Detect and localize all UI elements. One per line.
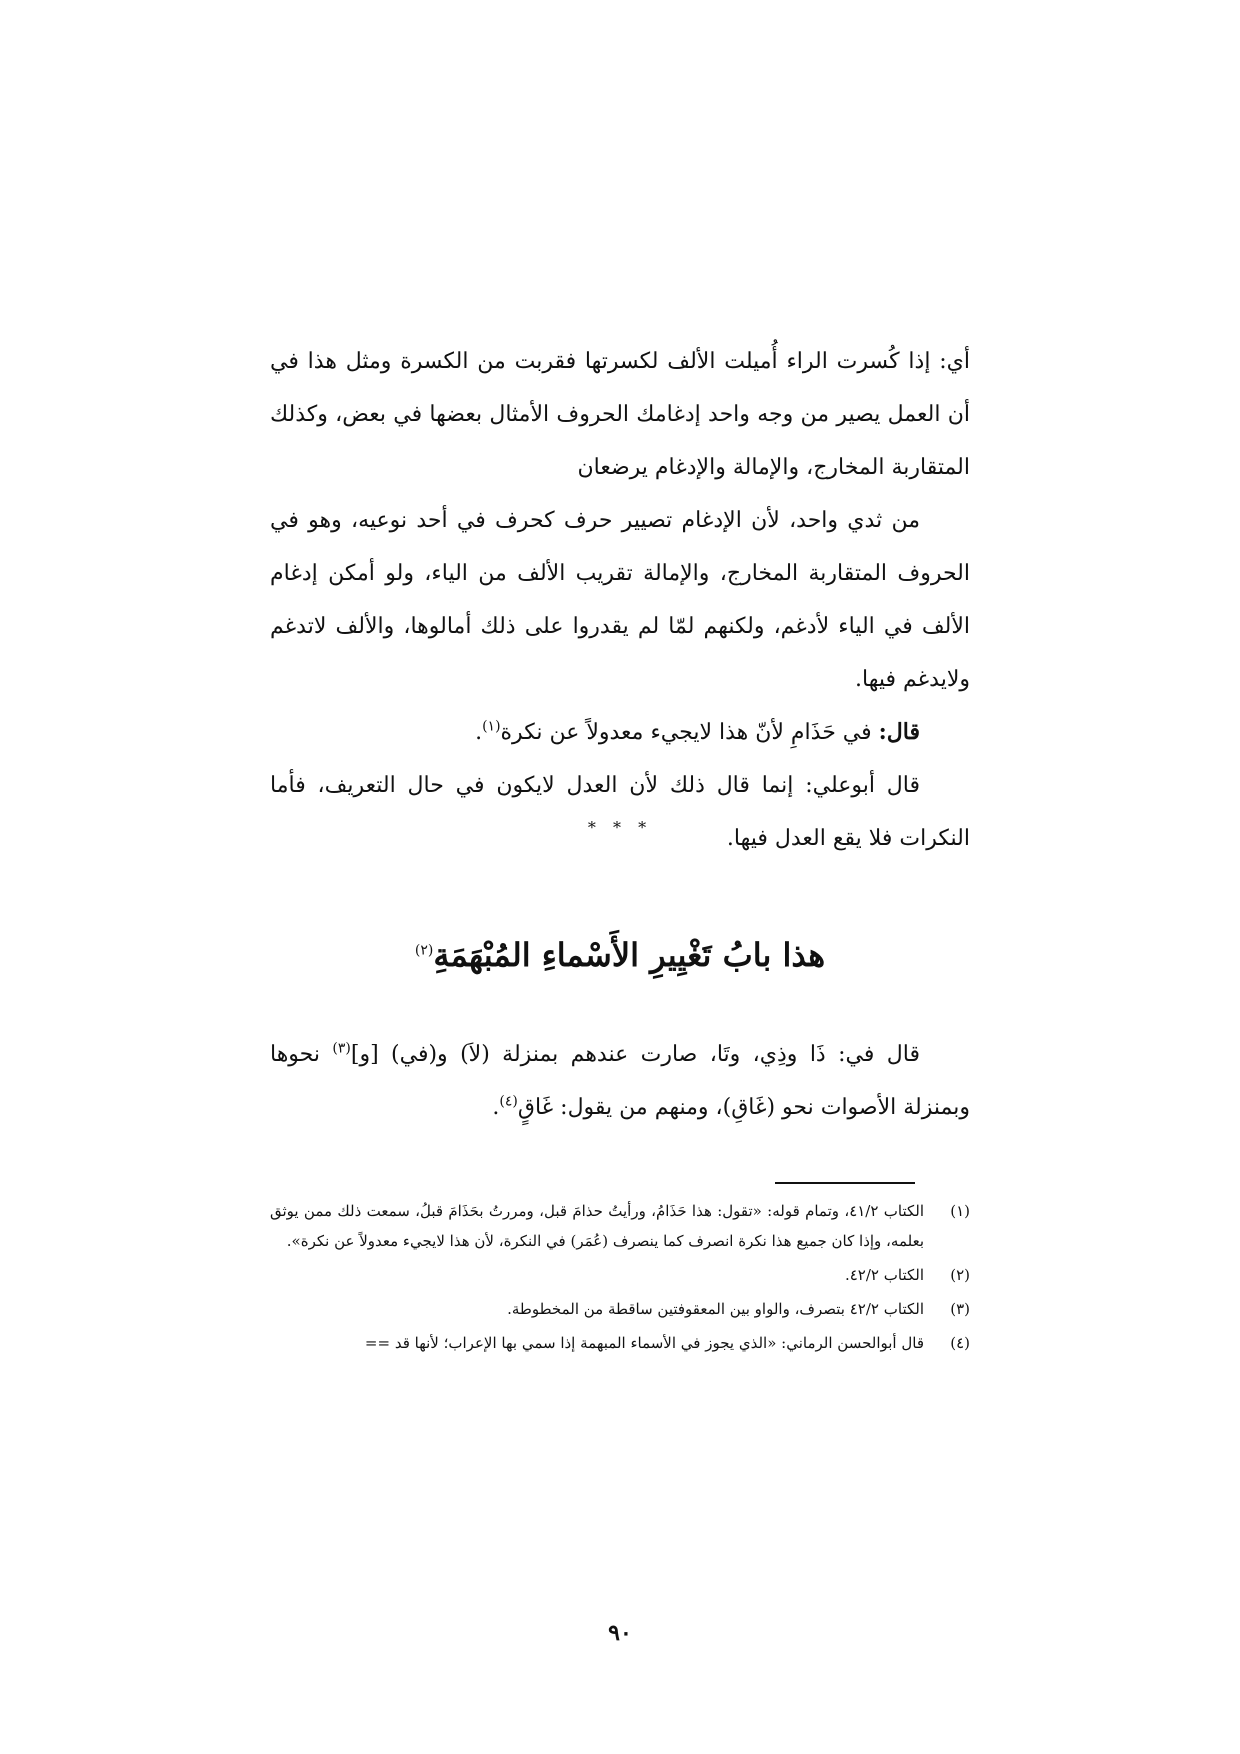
footnote-item — [270, 1260, 970, 1290]
footnote-ref[interactable]: (٣) — [332, 1040, 351, 1057]
qala-text: في حَذَامِ لأنّ هذا لايجيء معدولاً عن نكرة — [500, 720, 872, 745]
section-separator: * * * — [587, 818, 653, 837]
footnote-text: الكتاب ٤٢/٢. — [844, 1266, 924, 1284]
paragraph: من ثدي واحد، لأن الإدغام تصيير حرف كحرف في أحد نوعيه، وهو في الحروف المتقاربة المخارج، والإمالة تقريب الألف من الياء، ولو أمكن إدغام الألف في الياء لأدغم، ولكنهم لمّا لم يقدروا على ذلك أمالوها، والألف لاتدغم ولايدغم فيها. — [270, 508, 970, 692]
footnote-item — [270, 1294, 970, 1324]
footnote-item — [270, 1196, 970, 1256]
main-text — [270, 335, 970, 865]
footnote-text: قال أبوالحسن الرماني: «الذي يجوز في الأسماء المبهمة إذا سمي بها الإعراب؛ لأنها قد == — [364, 1334, 924, 1352]
qala-label: قال: — [878, 719, 920, 745]
footnotes — [270, 1196, 970, 1362]
footnote-item — [270, 1328, 970, 1358]
section-text-part: . — [492, 1095, 500, 1120]
footnote-number: (١) — [950, 1202, 970, 1220]
paragraph — [270, 1028, 970, 1134]
paragraph: أي: إذا كُسرت الراء أُميلت الألف لكسرتها فقربت من الكسرة ومثل هذا في أن العمل يصير من وجه واحد إدغامك الحروف الأمثال بعضها في بعض، وكذلك المتقاربة المخارج، والإمالة والإدغام يرضعان — [270, 349, 970, 480]
footnote-ref[interactable]: (٤) — [499, 1093, 518, 1110]
qala-end: . — [475, 720, 483, 745]
footnote-ref[interactable]: (١) — [482, 718, 501, 735]
footnote-number: (٣) — [950, 1300, 970, 1318]
qala-paragraph — [270, 706, 970, 759]
footnote-ref[interactable]: (٢) — [414, 942, 434, 959]
section-heading-text: هذا بابُ تَغْيِيرِ الأَسْماءِ المُبْهَمَةِ — [433, 936, 826, 974]
footnote-divider — [775, 1182, 915, 1184]
paragraph: قال أبوعلي: إنما قال ذلك لأن العدل لايكون في حال التعريف، فأما النكرات فلا يقع العدل فيها. — [270, 773, 970, 851]
footnote-text: الكتاب ٤١/٢، وتمام قوله: «تقول: هذا حَذَامُ، ورأيتُ حذامَ قبل، ومررتُ بحَذَامَ قبلُ، سمعت ذلك ممن يوثق بعلمه، وإذا كان جميع هذا نكرة انصرف كما ينصرف (عُمَر) في النكرة، لأن هذا لايجيء معدولاً عن نكرة». — [270, 1202, 924, 1250]
section-heading — [270, 936, 970, 974]
section-text-part: قال في: ذَا وذِي، وتَا، صارت عندهم بمنزلة (لاَ) و(في) [و] — [350, 1042, 920, 1067]
footnote-number: (٤) — [950, 1334, 970, 1352]
section-text — [270, 1028, 970, 1134]
page-number: ٩٠ — [608, 1620, 632, 1646]
section-text-part: نحوها وبمنزلة الأصوات نحو (غَاقِ)، ومنهم من يقول: غَاقٍ — [270, 1042, 970, 1120]
footnote-text: الكتاب ٤٢/٢ بتصرف، والواو بين المعقوفتين ساقطة من المخطوطة. — [507, 1300, 924, 1318]
footnote-number: (٢) — [950, 1266, 970, 1284]
